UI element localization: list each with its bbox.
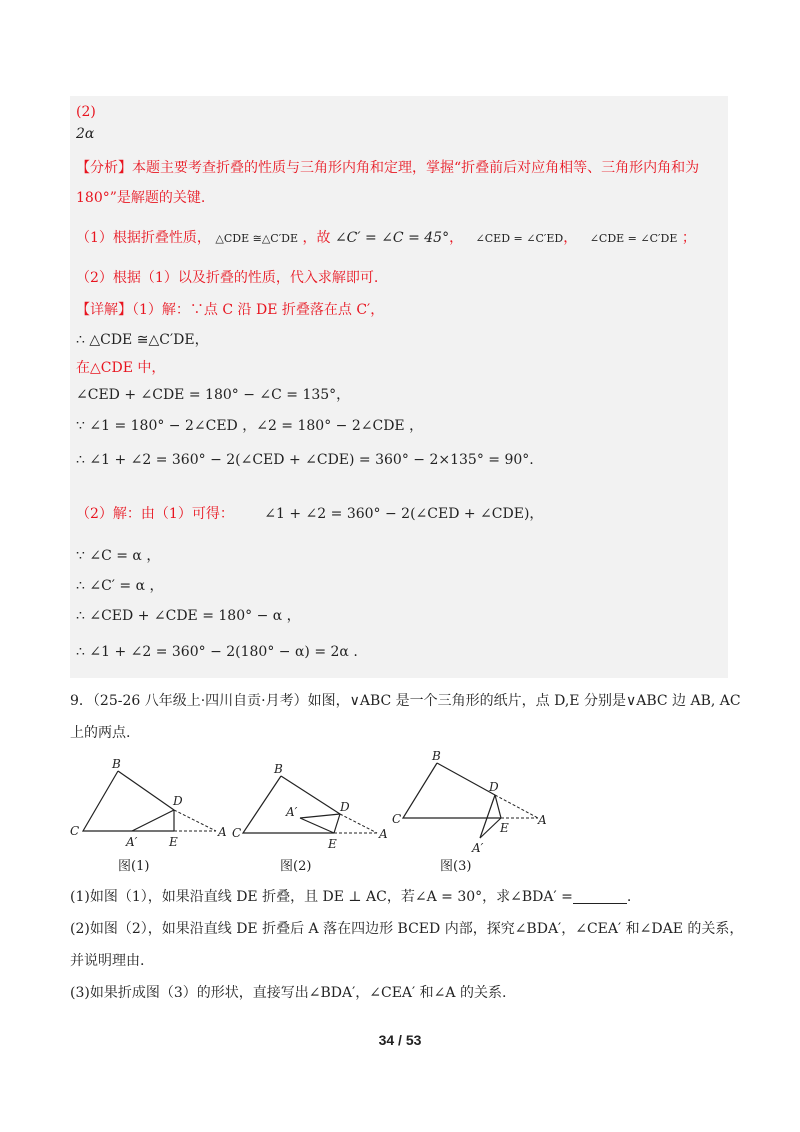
detail-step-2: 在△CDE 中， — [76, 360, 166, 376]
fig2-label-b: B — [274, 762, 283, 776]
figure-row — [70, 749, 570, 878]
fig1-label-b: B — [112, 757, 121, 771]
question-part1-text: (1)如图（1），如果沿直线 DE 折叠，且 DE ⊥ AC，若∠A = 30°，求∠BDA′ = — [70, 889, 573, 905]
step1-text: （1）根据折叠性质， — [76, 230, 211, 246]
question-stem-line2: 上的两点. — [70, 725, 131, 741]
question-part2-line2: 并说明理由. — [70, 953, 145, 969]
fig2-label-e: E — [328, 837, 337, 851]
detail-step-5: ∴ ∠1 + ∠2 = 360° − 2(∠CED + ∠CDE) = 360° − 2×135° = 90°. — [76, 452, 534, 468]
fig3-label-a-prime: A′ — [472, 841, 484, 855]
question-stem-line1: 9．（25-26 八年级上·四川自贡·月考）如图，∨ABC 是一个三角形的纸片，点 D,E 分别是∨ABC 边 AB, AC — [70, 693, 741, 709]
detail-step-8: ∴ ∠C′ = α ， — [76, 578, 164, 594]
answer-blank — [573, 889, 627, 904]
analysis-tag: 【分析】 — [76, 160, 132, 176]
step1-math4: ∠CDE = ∠C′DE — [589, 232, 678, 245]
figure-2 — [232, 762, 388, 874]
fig2-caption: 图(2) — [280, 859, 312, 874]
fig3-label-c: C — [392, 812, 402, 826]
detail-step-10: ∴ ∠1 + ∠2 = 360° − 2(180° − α) = 2α . — [76, 644, 358, 660]
analysis-text: 本题主要考查折叠的性质与三角形内角和定理，掌握“折叠前后对应角相等、三角形内角和为 — [132, 160, 700, 176]
fig1-caption: 图(1) — [118, 859, 150, 874]
fig2-label-c: C — [232, 826, 242, 840]
step2-line: （2）根据（1）以及折叠的性质，代入求解即可. — [76, 270, 379, 286]
figure-3 — [392, 749, 547, 874]
fig3-label-d: D — [489, 780, 499, 794]
fig2-label-a: A — [379, 827, 388, 841]
detail-step-1: ∴ △CDE ≅△C′DE， — [76, 332, 209, 348]
step1-end: ； — [681, 230, 696, 246]
detail-step-6 — [76, 504, 543, 524]
step1-math2: ∠C′ = ∠C = 45° — [334, 230, 450, 246]
question-part3: (3)如果折成图（3）的形状，直接写出∠BDA′，∠CEA′ 和∠A 的关系. — [70, 985, 507, 1001]
fig1-label-a: A — [218, 825, 227, 839]
fig1-label-d: D — [173, 794, 183, 808]
detail-step-4: ∵ ∠1 = 180° − 2∠CED ，∠2 = 180° − 2∠CDE ， — [76, 418, 424, 434]
fig1-label-c: C — [70, 824, 80, 838]
fig1-label-a-prime: A′ — [126, 835, 138, 849]
page-number: 34 / 53 — [378, 1032, 422, 1048]
step1-mid: ，故 — [302, 230, 331, 246]
detail-step-6-math: ∠1 + ∠2 = 360° − 2(∠CED + ∠CDE)， — [264, 506, 544, 522]
analysis-line1 — [76, 158, 699, 178]
step1-line: （1）根据折叠性质， △CDE ≅△C′DE ，故 ∠C′ = ∠C = 45°， ∠CED = ∠C′ED， ∠CDE = ∠C′DE ； — [76, 230, 696, 246]
question-part2-line1: (2)如图（2），如果沿直线 DE 折叠后 A 落在四边形 BCED 内部，探究∠BDA′，∠CEA′ 和∠DAE 的关系， — [70, 921, 744, 937]
fig2-label-d: D — [340, 800, 350, 814]
analysis-line2: 180°”是解题的关键. — [76, 190, 206, 206]
geometry-figures — [70, 749, 570, 878]
fig1-label-e: E — [169, 835, 178, 849]
fig2-label-a-prime: A′ — [286, 805, 298, 819]
fig3-caption: 图(3) — [440, 859, 472, 874]
fig3-label-b: B — [432, 749, 441, 763]
step1-math3: ∠CED = ∠C′ED — [475, 232, 564, 245]
question-part1 — [70, 886, 631, 908]
part2-label: (2) — [76, 104, 96, 120]
detail-step-6-text: （2）解：由（1）可得： — [76, 506, 234, 522]
detail-intro-line — [76, 300, 384, 320]
question-part1-end: . — [626, 889, 632, 905]
figure-1 — [70, 757, 227, 874]
detail-step-9: ∴ ∠CED + ∠CDE = 180° − α ， — [76, 608, 301, 624]
detail-tag: 【详解】 — [76, 302, 132, 318]
part2-answer: 2α — [76, 126, 95, 142]
fig3-label-a: A — [538, 813, 547, 827]
fig3-label-e: E — [500, 821, 509, 835]
step1-math1: △CDE ≅△C′DE — [215, 232, 299, 245]
detail-step-3: ∠CED + ∠CDE = 180° − ∠C = 135°， — [76, 387, 351, 403]
detail-step-7: ∵ ∠C = α ， — [76, 548, 161, 564]
detail-intro: （1）解：∵点 C 沿 DE 折叠落在点 C′， — [132, 302, 385, 318]
